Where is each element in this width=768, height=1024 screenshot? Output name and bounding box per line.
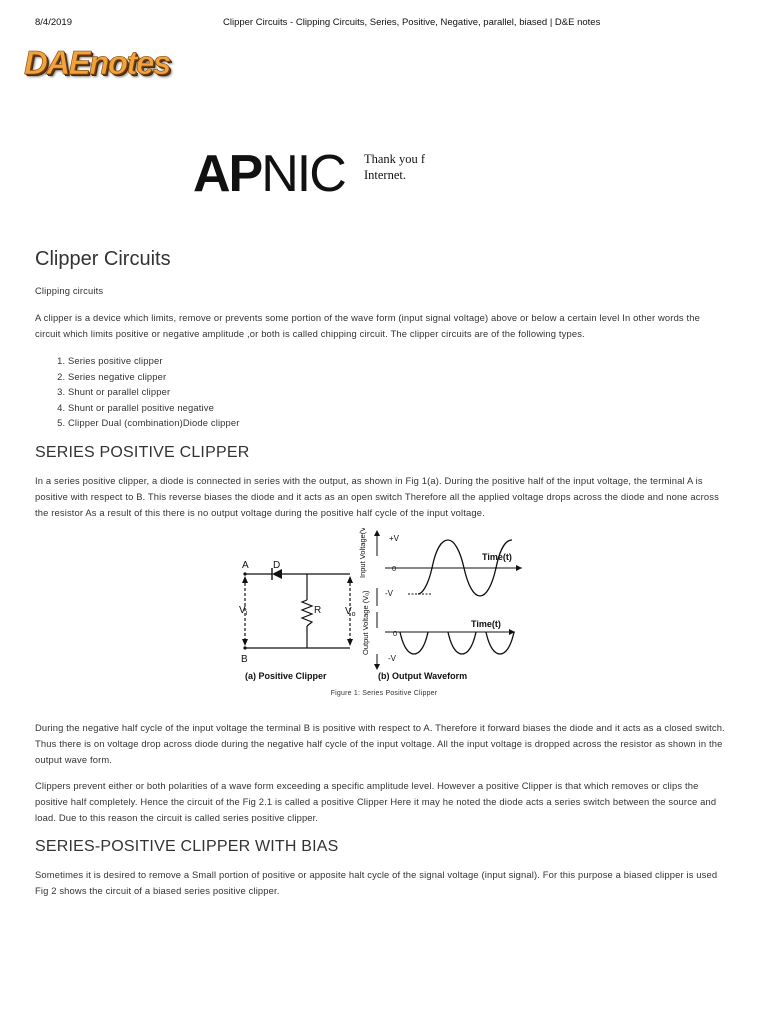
list-item: 4. Shunt or parallel positive negative [68, 400, 240, 416]
list-item: 5. Clipper Dual (combination)Diode clipper [68, 415, 240, 431]
section1-paragraph-3: Clippers prevent either or both polarities of a wave form exceeding a specific amplitude level. However a positive Clipper is that which removes or clips the positive half completely. Hence the circuit of the Fig 2.1 is called a positive Clipper Here it may he noted the diode acts a series switch between the source and load. Due to this reason the circuit is called series positive clipper. [35, 780, 717, 823]
terminal-a-label: A [242, 560, 249, 571]
print-header [35, 17, 735, 31]
arrow-heads [242, 576, 353, 646]
input-axis-label: Input Voltage(Vᵢ) [358, 528, 367, 578]
vi-subscript: i [245, 610, 248, 617]
plus-v-label: +V [389, 534, 400, 543]
ad-brand-logo [193, 145, 345, 203]
time-bottom-label: Time(t) [471, 619, 501, 629]
page-title: Clipper Circuits [35, 248, 171, 270]
section1-paragraph-2: During the negative half cycle of the input voltage the terminal B is positive with respect to A. Therefore it forward biases the diode and it acts as a closed switch. Thus there is on voltage drop across diode during the negative half cycle of the input voltage. All the input voltage is dropped across the resistor as shown in the output wave form. [35, 722, 725, 765]
svg-text:Vo [345, 606, 356, 618]
minus-v-bottom-label: -V [388, 654, 396, 663]
vo-label: V [345, 606, 352, 617]
ad-brand-rest: NIC [261, 145, 345, 203]
site-logo[interactable]: DAEnotes [24, 44, 170, 81]
section1-paragraph-1: In a series positive clipper, a diode is connected in series with the output, as shown in Fig 1(a). During the positive half of the input voltage, the terminal A is positive with respect to B. This reverse biases the diode and it acts as an open switch Therefore all the applied voltage drops across the diode and none across the resistor As a result of this there is no output voltage during the positive half cycle of the input voltage. [35, 475, 719, 518]
print-page-title: Clipper Circuits - Clipping Circuits, Series, Positive, Negative, parallel, biased | D&E notes [223, 17, 601, 28]
article-subtitle: Clipping circuits [35, 285, 104, 296]
figure-series-positive-clipper [230, 528, 540, 688]
list-item: 2. Series negative clipper [68, 369, 240, 385]
vo-subscript: o [351, 611, 356, 618]
section-heading-series-positive-clipper-with-bias: SERIES-POSITIVE CLIPPER WITH BIAS [35, 838, 339, 855]
clipper-types-list [35, 353, 240, 431]
section2-paragraph-1: Sometimes it is desired to remove a Small portion of positive or apposite halt cycle of the signal voltage (input signal). For this purpose a biased clipper is used Fig 2 shows the circuit of a biased series positive clipper. [35, 869, 718, 896]
diode-label: D [273, 560, 281, 571]
zero-top-label: 0 [392, 564, 397, 573]
zero-bottom-label: 0 [393, 629, 398, 638]
svg-text:Vi [239, 605, 248, 617]
output-axis-label: Output Voltage (Vₒ) [361, 590, 370, 655]
list-item: 3. Shunt or parallel clipper [68, 384, 240, 400]
caption-positive-clipper: (a) Positive Clipper [245, 671, 327, 681]
output-clipped-wave [400, 632, 514, 654]
intro-paragraph: A clipper is a device which limits, remove or prevents some portion of the wave form (input signal voltage) above or below a certain level In other words the circuit which limits positive or negative amplitude ,or both is called chipping circuit. The clipper circuits are of the following types. [35, 312, 701, 339]
vi-label: V [239, 605, 246, 616]
section-heading-series-positive-clipper: SERIES POSITIVE CLIPPER [35, 444, 250, 461]
terminal-b-label: B [241, 654, 248, 665]
circuit-wires [245, 574, 350, 648]
minus-v-top-label: -V [385, 589, 393, 598]
time-top-label: Time(t) [482, 552, 512, 562]
circuit-diagram [230, 528, 540, 688]
print-date: 8/4/2019 [35, 17, 72, 28]
figure-caption: Figure 1: Series Positive Clipper [330, 690, 438, 697]
list-item: 1. Series positive clipper [68, 353, 240, 369]
resistor-label: R [314, 605, 322, 616]
caption-output-waveform: (b) Output Waveform [378, 671, 468, 681]
ad-message: Thank you f Internet. [364, 152, 426, 182]
advertisement[interactable] [193, 145, 438, 203]
ad-brand-bold: AP [193, 145, 262, 203]
